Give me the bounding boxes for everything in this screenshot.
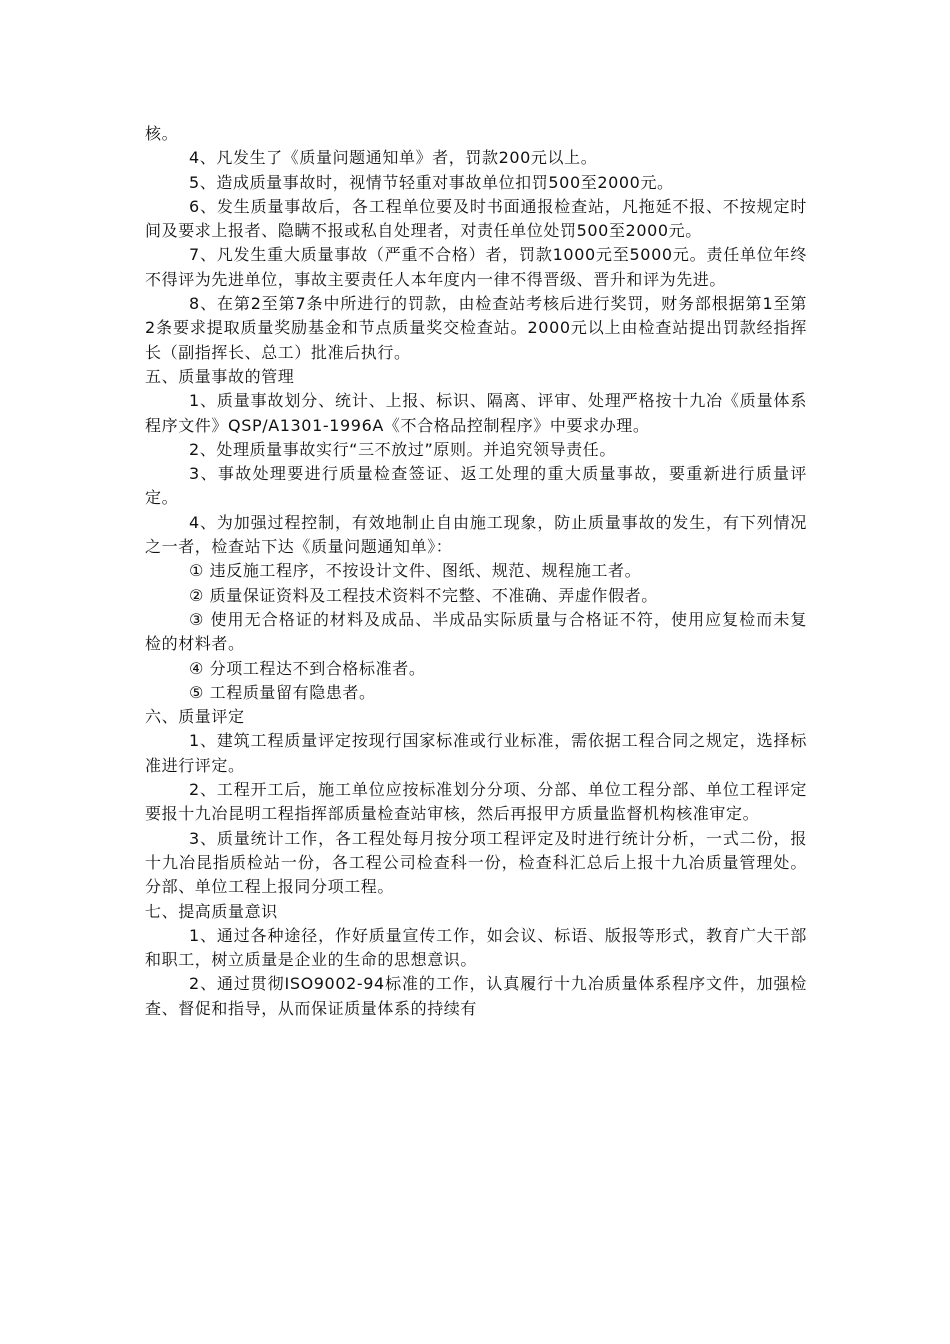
list-item-2: ② 质量保证资料及工程技术资料不完整、不准确、弄虚作假者。 bbox=[189, 585, 658, 605]
section-heading-5: 五、质量事故的管理 bbox=[145, 366, 295, 386]
paragraph-penalty-5: 5、造成质量事故时，视情节轻重对事故单位扣罚500至2000元。 bbox=[189, 172, 674, 192]
paragraph-accident-4: 4、为加强过程控制，有效地制止自由施工现象，防止质量事故的发生，有下列情况之一者，检查站下达《质量问题通知单》： bbox=[145, 512, 807, 557]
paragraph-evaluation-3: 3、质量统计工作，各工程处每月按分项工程评定及时进行统计分析，一式二份，报十九冶昆指质检站一份，各工程公司检查科一份，检查科汇总后上报十九冶质量管理处。分部、单位工程上报同分项工程。 bbox=[145, 828, 807, 897]
list-item-5: ⑤ 工程质量留有隐患者。 bbox=[189, 682, 376, 702]
paragraph-accident-2: 2、处理质量事故实行“三不放过”原则。并追究领导责任。 bbox=[189, 439, 616, 459]
paragraph-penalty-6: 6、发生质量事故后，各工程单位要及时书面通报检查站，凡拖延不报、不按规定时间及要求上报者、隐瞒不报或私自处理者，对责任单位处罚500至2000元。 bbox=[145, 196, 807, 241]
list-item-1: ① 违反施工程序，不按设计文件、图纸、规范、规程施工者。 bbox=[189, 561, 642, 581]
document-body bbox=[145, 122, 807, 1021]
paragraph-penalty-4: 4、凡发生了《质量问题通知单》者，罚款200元以上。 bbox=[189, 148, 598, 168]
paragraph-penalty-7: 7、凡发生重大质量事故（严重不合格）者，罚款1000元至5000元。责任单位年终不得评为先进单位，事故主要责任人本年度内一律不得晋级、晋升和评为先进。 bbox=[145, 245, 807, 289]
list-item-3: ③ 使用无合格证的材料及成品、半成品实际质量与合格证不符，使用应复检而未复检的材料者。 bbox=[145, 609, 807, 654]
paragraph-awareness-2: 2、通过贯彻ISO9002-94标准的工作，认真履行十九冶质量体系程序文件，加强检查、督促和指导，从而保证质量体系的持续有 bbox=[145, 974, 807, 1018]
paragraph-awareness-1: 1、通过各种途径，作好质量宣传工作，如会议、标语、版报等形式，教育广大干部和职工，树立质量是企业的生命的思想意识。 bbox=[145, 925, 807, 970]
paragraph-penalty-8: 8、在第2至第7条中所进行的罚款，由检查站考核后进行奖罚，财务部根据第1至第2条要求提取质量奖励基金和节点质量奖交检查站。2000元以上由检查站提出罚款经指挥长（副指挥长、总工）批准后执行。 bbox=[145, 294, 807, 362]
paragraph-evaluation-1: 1、建筑工程质量评定按现行国家标准或行业标准，需依据工程合同之规定，选择标准进行评定。 bbox=[145, 731, 807, 775]
paragraph-evaluation-2: 2、工程开工后，施工单位应按标准划分分项、分部、单位工程分部、单位工程评定要报十九冶昆明工程指挥部质量检查站审核，然后再报甲方质量监督机构核准审定。 bbox=[145, 780, 807, 824]
section-heading-6: 六、质量评定 bbox=[145, 707, 245, 727]
paragraph-continuation: 核。 bbox=[145, 124, 179, 143]
section-heading-7: 七、提高质量意识 bbox=[145, 901, 278, 921]
paragraph-accident-3: 3、事故处理要进行质量检查签证、返工处理的重大质量事故，要重新进行质量评定。 bbox=[145, 464, 807, 508]
paragraph-accident-1: 1、质量事故划分、统计、上报、标识、隔离、评审、处理严格按十九冶《质量体系程序文件》QSP/A1301-1996A《不合格品控制程序》中要求办理。 bbox=[145, 391, 807, 435]
list-item-4: ④ 分项工程达不到合格标准者。 bbox=[189, 658, 426, 678]
